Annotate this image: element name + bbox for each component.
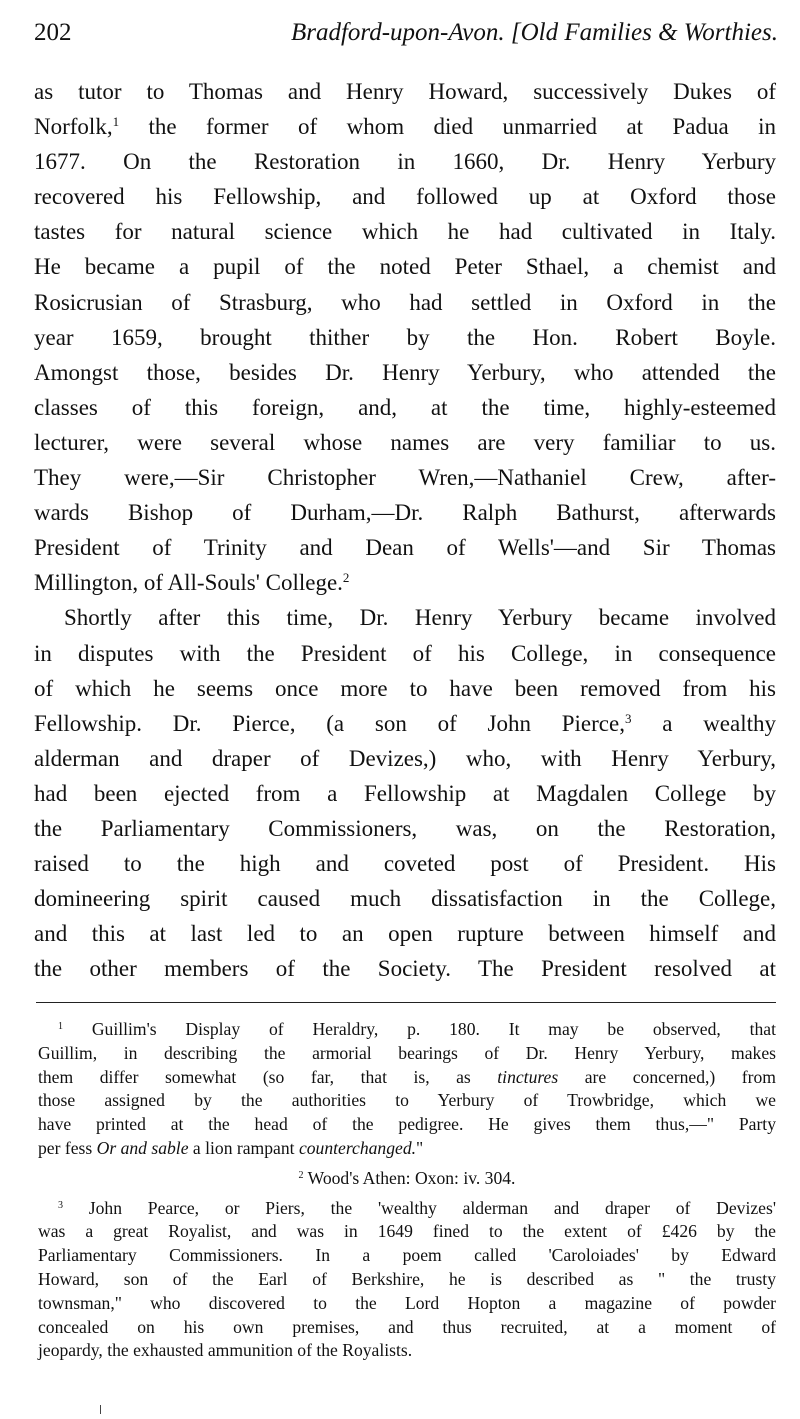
footnotes — [38, 1018, 776, 1363]
running-header — [34, 16, 778, 50]
body-line: They were,—Sir Christopher Wren,—Nathaniel Crew, after- — [34, 465, 776, 491]
body-line: Norfolk,$^1$ the former of whom died unmarried at Padua in — [34, 114, 776, 140]
body-line: Fellowship. Dr. Pierce, (a son of John Pierce,$^3$ a wealthy — [34, 710, 776, 736]
footnote-3-line: was a great Royalist, and was in 1649 fined to the extent of £426 by the — [38, 1221, 776, 1242]
body-line: year 1659, brought thither by the Hon. Robert Boyle. — [34, 324, 776, 350]
body-line: Shortly after this time, Dr. Henry Yerbury became involved — [64, 605, 776, 631]
body-line: tastes for natural science which he had cultivated in Italy. — [34, 219, 776, 245]
body-line: alderman and draper of Devizes,) who, with Henry Yerbury, — [34, 745, 776, 771]
body-line: and this at last led to an open rupture between himself and — [34, 921, 776, 947]
body-line: in disputes with the President of his College, in consequence — [34, 640, 776, 666]
body-line: Millington, of All-Souls' College.$^2$ — [34, 570, 350, 596]
body-line: Rosicrusian of Strasburg, who had settled in Oxford in the — [34, 289, 776, 315]
body-line: wards Bishop of Durham,—Dr. Ralph Bathurst, afterwards — [34, 500, 776, 526]
footnote-2: $^2$ Wood's Athen: Oxon: iv. 304. — [298, 1167, 516, 1188]
footnote-3-line: townsman," who discovered to the Lord Hopton a magazine of powder — [38, 1292, 776, 1313]
running-title: Bradford-upon-Avon. [Old Families & Worthies. — [290, 19, 778, 46]
footnote-1-line: those assigned by the authorities to Yerbury of Trowbridge, which we — [38, 1090, 776, 1111]
body-line: 1677. On the Restoration in 1660, Dr. Henry Yerbury — [34, 149, 776, 175]
footnote-3-line: concealed on his own premises, and thus recruited, at a moment of — [38, 1316, 776, 1337]
scan-mark — [100, 1405, 101, 1414]
body-line: recovered his Fellowship, and followed up at Oxford those — [34, 184, 776, 210]
body-line: President of Trinity and Dean of Wells'—and Sir Thomas — [34, 535, 776, 561]
body-line: He became a pupil of the noted Peter Sthael, a chemist and — [34, 254, 776, 280]
footnote-1-line: per fess Or and sable a lion rampant counterchanged." — [38, 1137, 424, 1158]
body-line: as tutor to Thomas and Henry Howard, successively Dukes of — [34, 79, 776, 104]
body-line: had been ejected from a Fellowship at Magdalen College by — [34, 780, 776, 806]
footnote-3-line: Parliamentary Commissioners. In a poem called 'Caroloiades' by Edward — [38, 1245, 776, 1266]
footnote-3-line: Howard, son of the Earl of Berkshire, he is described as " the trusty — [38, 1268, 776, 1289]
body-line: raised to the high and coveted post of President. His — [34, 851, 776, 877]
footnote-1-line: have printed at the head of the pedigree. He gives them thus,—" Party — [38, 1114, 776, 1135]
footnote-1-line: Guillim, in describing the armorial bearings of Dr. Henry Yerbury, makes — [38, 1042, 776, 1063]
main-text — [34, 74, 776, 986]
body-line: of which he seems once more to have been removed from his — [34, 675, 776, 701]
body-line: Amongst those, besides Dr. Henry Yerbury, who attended the — [34, 359, 776, 385]
body-line: lecturer, were several whose names are very familiar to us. — [34, 429, 776, 455]
body-line: classes of this foreign, and, at the time, highly-esteemed — [34, 394, 776, 420]
footnote-1-line: $^1$ Guillim's Display of Heraldry, p. 180. It may be observed, that — [58, 1019, 776, 1039]
body-line: the Parliamentary Commissioners, was, on the Restoration, — [34, 815, 776, 841]
footnote-divider — [36, 1002, 776, 1003]
footnote-3-line: jeopardy, the exhausted ammunition of the Royalists. — [38, 1340, 413, 1361]
page-number: 202 — [34, 19, 72, 46]
footnote-3-line: $^3$ John Pearce, or Piers, the 'wealthy alderman and draper of Devizes' — [58, 1197, 776, 1218]
body-line: the other members of the Society. The President resolved at — [34, 956, 776, 982]
body-line: domineering spirit caused much dissatisfaction in the College, — [34, 886, 776, 912]
footnote-1-line: them differ somewhat (so far, that is, as tinctures are concerned,) from — [38, 1066, 776, 1087]
